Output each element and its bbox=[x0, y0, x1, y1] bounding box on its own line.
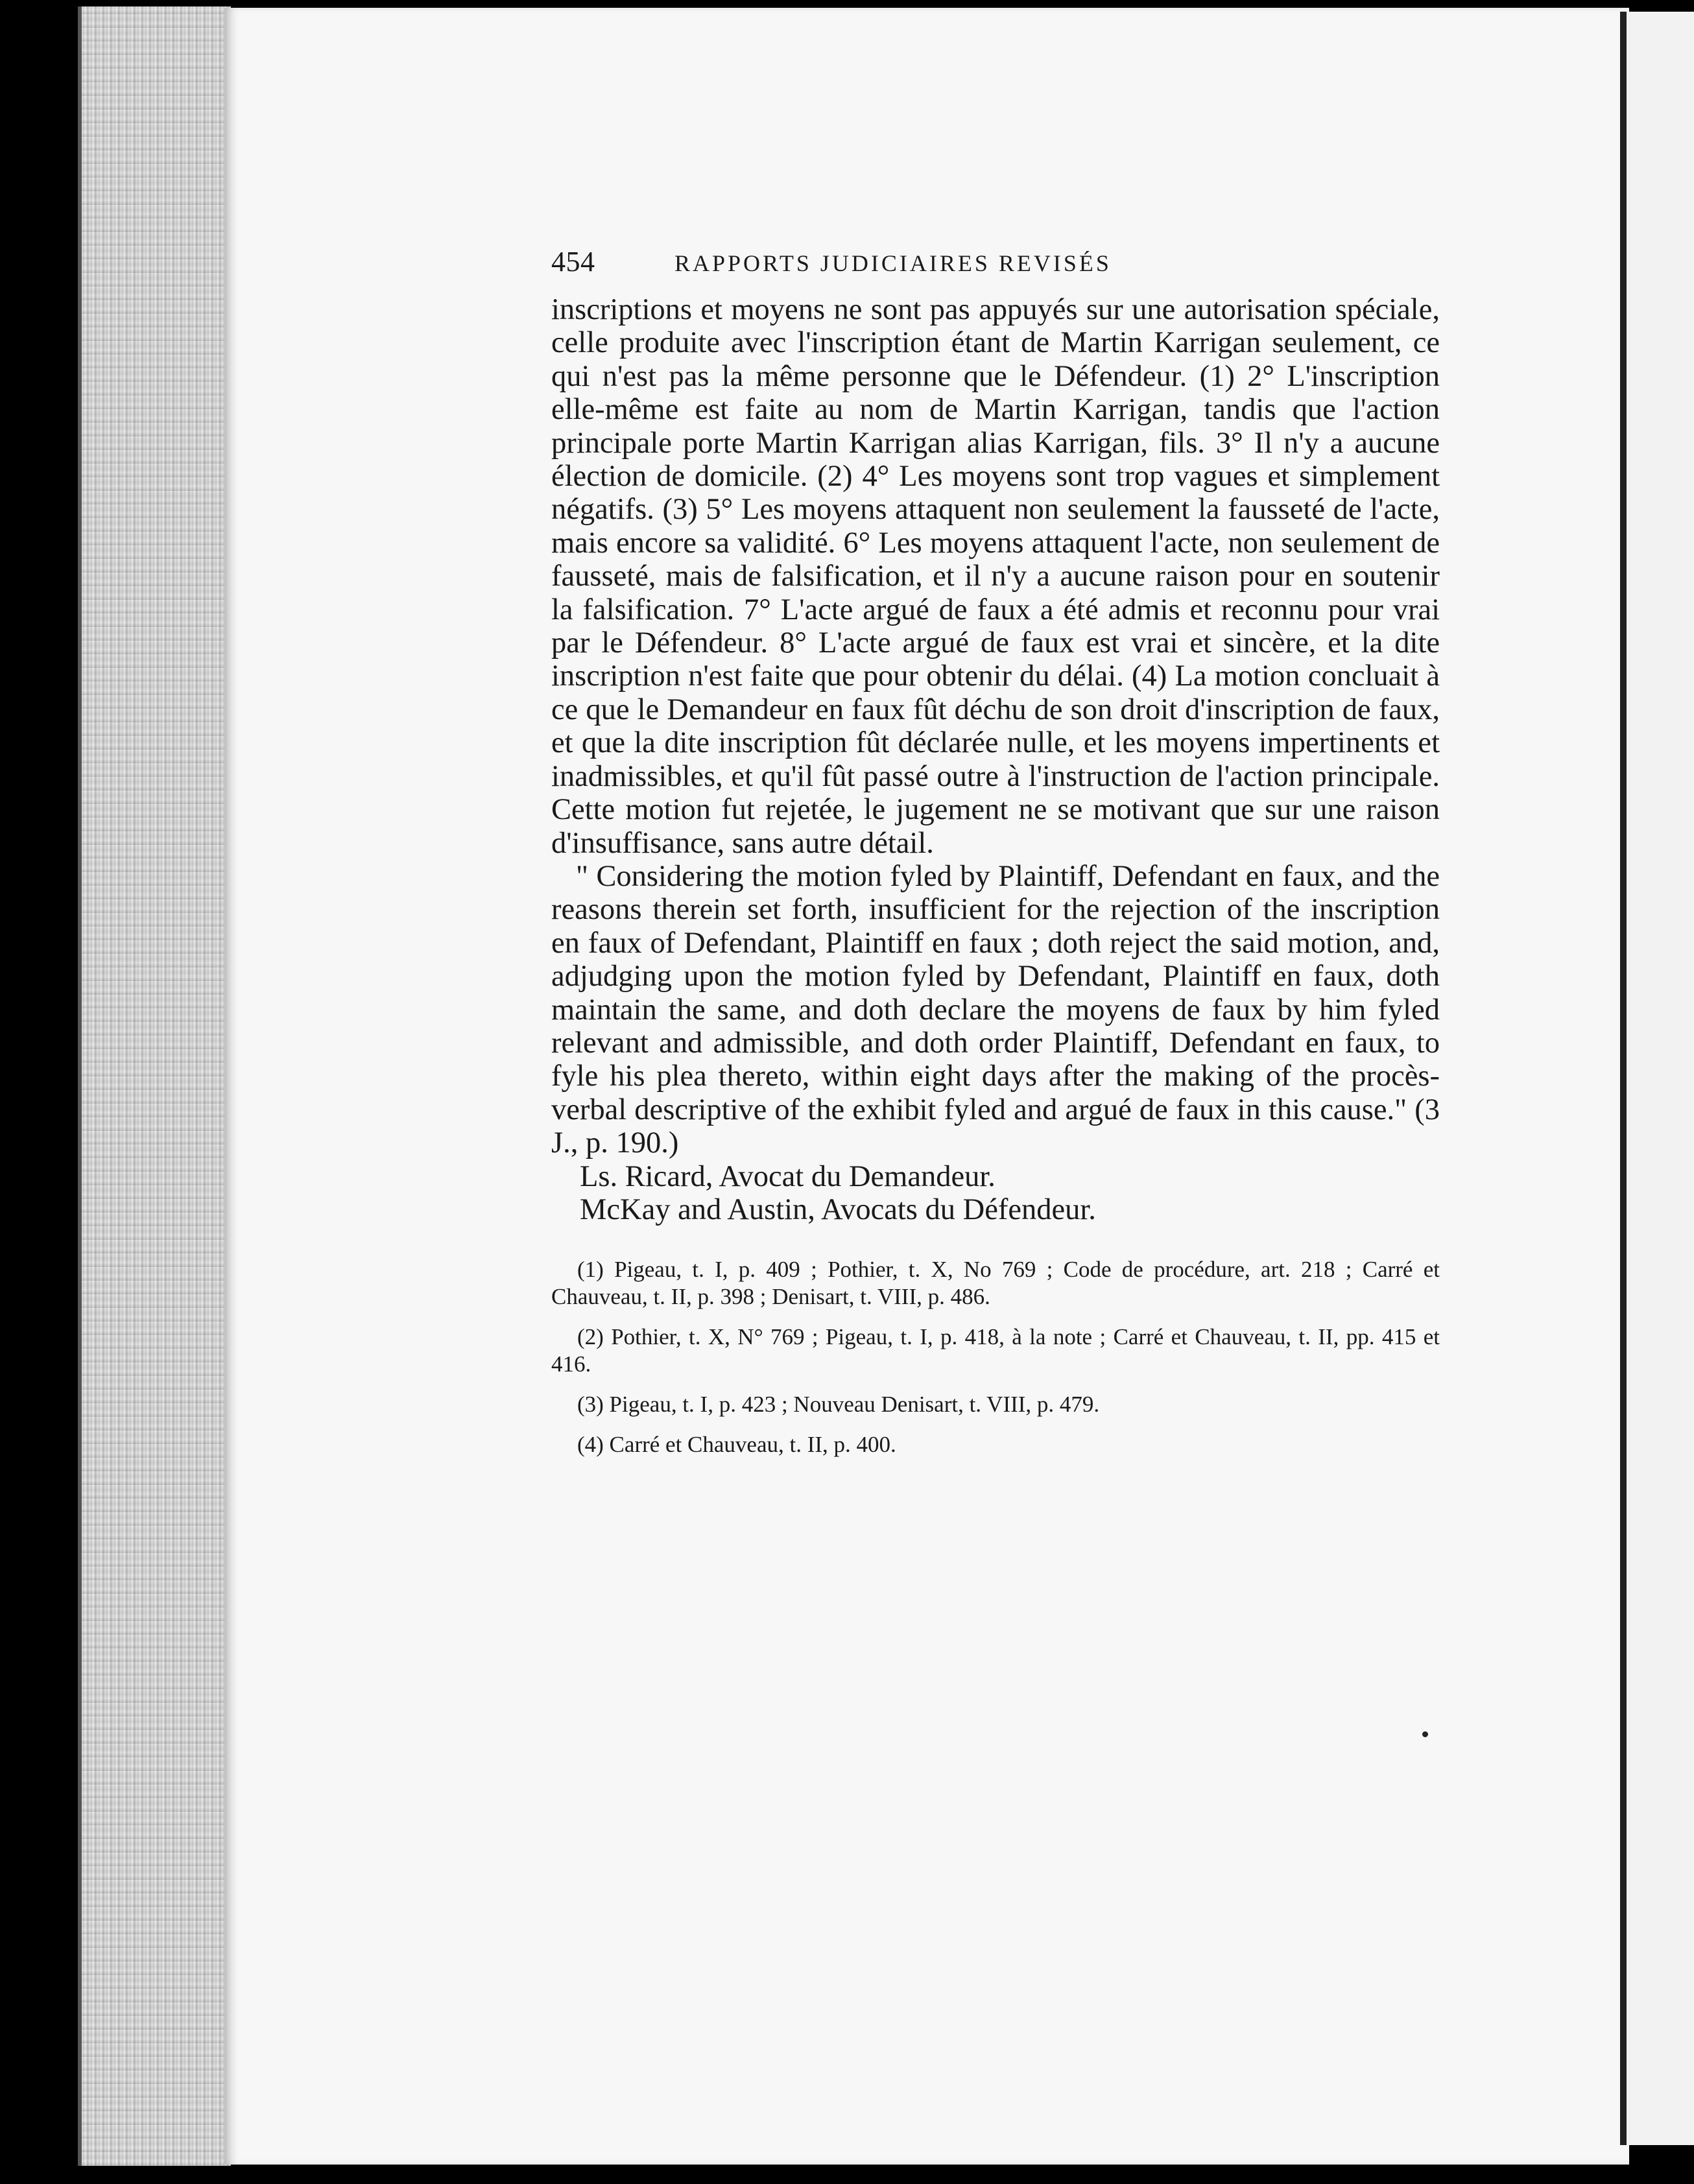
signature-plaintiff-counsel: Ls. Ricard, Avocat du Demandeur. bbox=[580, 1159, 996, 1193]
footnote-1: (1) Pigeau, t. I, p. 409 ; Pothier, t. X, No 769 ; Code de procédure, art. 218 ; Carré et Chauveau, t. II, p. 398 ; Denisart, t. VIII, p. 486. bbox=[551, 1257, 1440, 1310]
footnote-3: (3) Pigeau, t. I, p. 423 ; Nouveau Denisart, t. VIII, p. 479. bbox=[577, 1392, 1100, 1418]
footnotes bbox=[551, 1256, 1440, 1458]
ink-speck bbox=[1422, 1731, 1428, 1737]
page-number: 454 bbox=[551, 246, 595, 278]
paragraph-2-judgment: " Considering the motion fyled by Plaintiff, Defendant en faux, and the reasons therein set forth, insufficient for the rejection of the inscription en faux of Defendant, Plaintiff en faux ; doth reject the said motion, and, adjudging upon the motion fyled by Defendant, Plaintiff en faux, doth maintain the same, and doth declare the moyens de faux by him fyled relevant and admissible, and doth order Plaintiff, Defendant en faux, to fyle his plea thereto, within eight days after the making of the procès-verbal descriptive of the exhibit fyled and argué de faux in this cause." (3 J., p. 190.) bbox=[551, 859, 1440, 1160]
page-gutter bbox=[1620, 12, 1627, 2145]
running-title: RAPPORTS JUDICIAIRES REVISÉS bbox=[674, 250, 1112, 276]
running-head bbox=[551, 245, 1440, 293]
body-text bbox=[551, 293, 1440, 1160]
footnote-4: (4) Carré et Chauveau, t. II, p. 400. bbox=[577, 1432, 896, 1458]
book-page-edges bbox=[78, 6, 231, 2166]
adjacent-page-edge bbox=[1627, 12, 1694, 2145]
footnote-2: (2) Pothier, t. X, N° 769 ; Pigeau, t. I, p. 418, à la note ; Carré et Chauveau, t. II, pp. 415 et 416. bbox=[551, 1324, 1440, 1377]
page-content bbox=[551, 245, 1440, 1471]
paragraph-1: inscriptions et moyens ne sont pas appuyés sur une autorisation spéciale, celle produite avec l'inscription étant de Martin Karrigan seulement, ce qui n'est pas la même personne que le Défendeur. (1) 2° L'inscription elle-même est faite au nom de Martin Karrigan, tandis que l'action principale porte Martin Karrigan alias Karrigan, fils. 3° Il n'y a aucune élection de domicile. (2) 4° Les moyens sont trop vagues et simplement négatifs. (3) 5° Les moyens attaquent non seulement la fausseté de l'acte, mais encore sa validité. 6° Les moyens attaquent l'acte, non seulement de fausseté, mais de falsification, et il n'y a aucune raison pour en soutenir la falsification. 7° L'acte argué de faux a été admis et reconnu pour vrai par le Défendeur. 8° L'acte argué de faux est vrai et sincère, et la dite inscription n'est faite que pour obtenir du délai. (4) La motion concluait à ce que le Demandeur en faux fût déchu de son droit d'inscription de faux, et que la dite inscription fût déclarée nulle, et les moyens impertinents et inadmissibles, et qu'il fût passé outre à l'instruction de l'action principale. Cette motion fut rejetée, le jugement ne se motivant que sur une raison d'insuffisance, sans autre détail. bbox=[551, 293, 1440, 860]
signature-defendant-counsel: McKay and Austin, Avocats du Défendeur. bbox=[580, 1193, 1096, 1226]
